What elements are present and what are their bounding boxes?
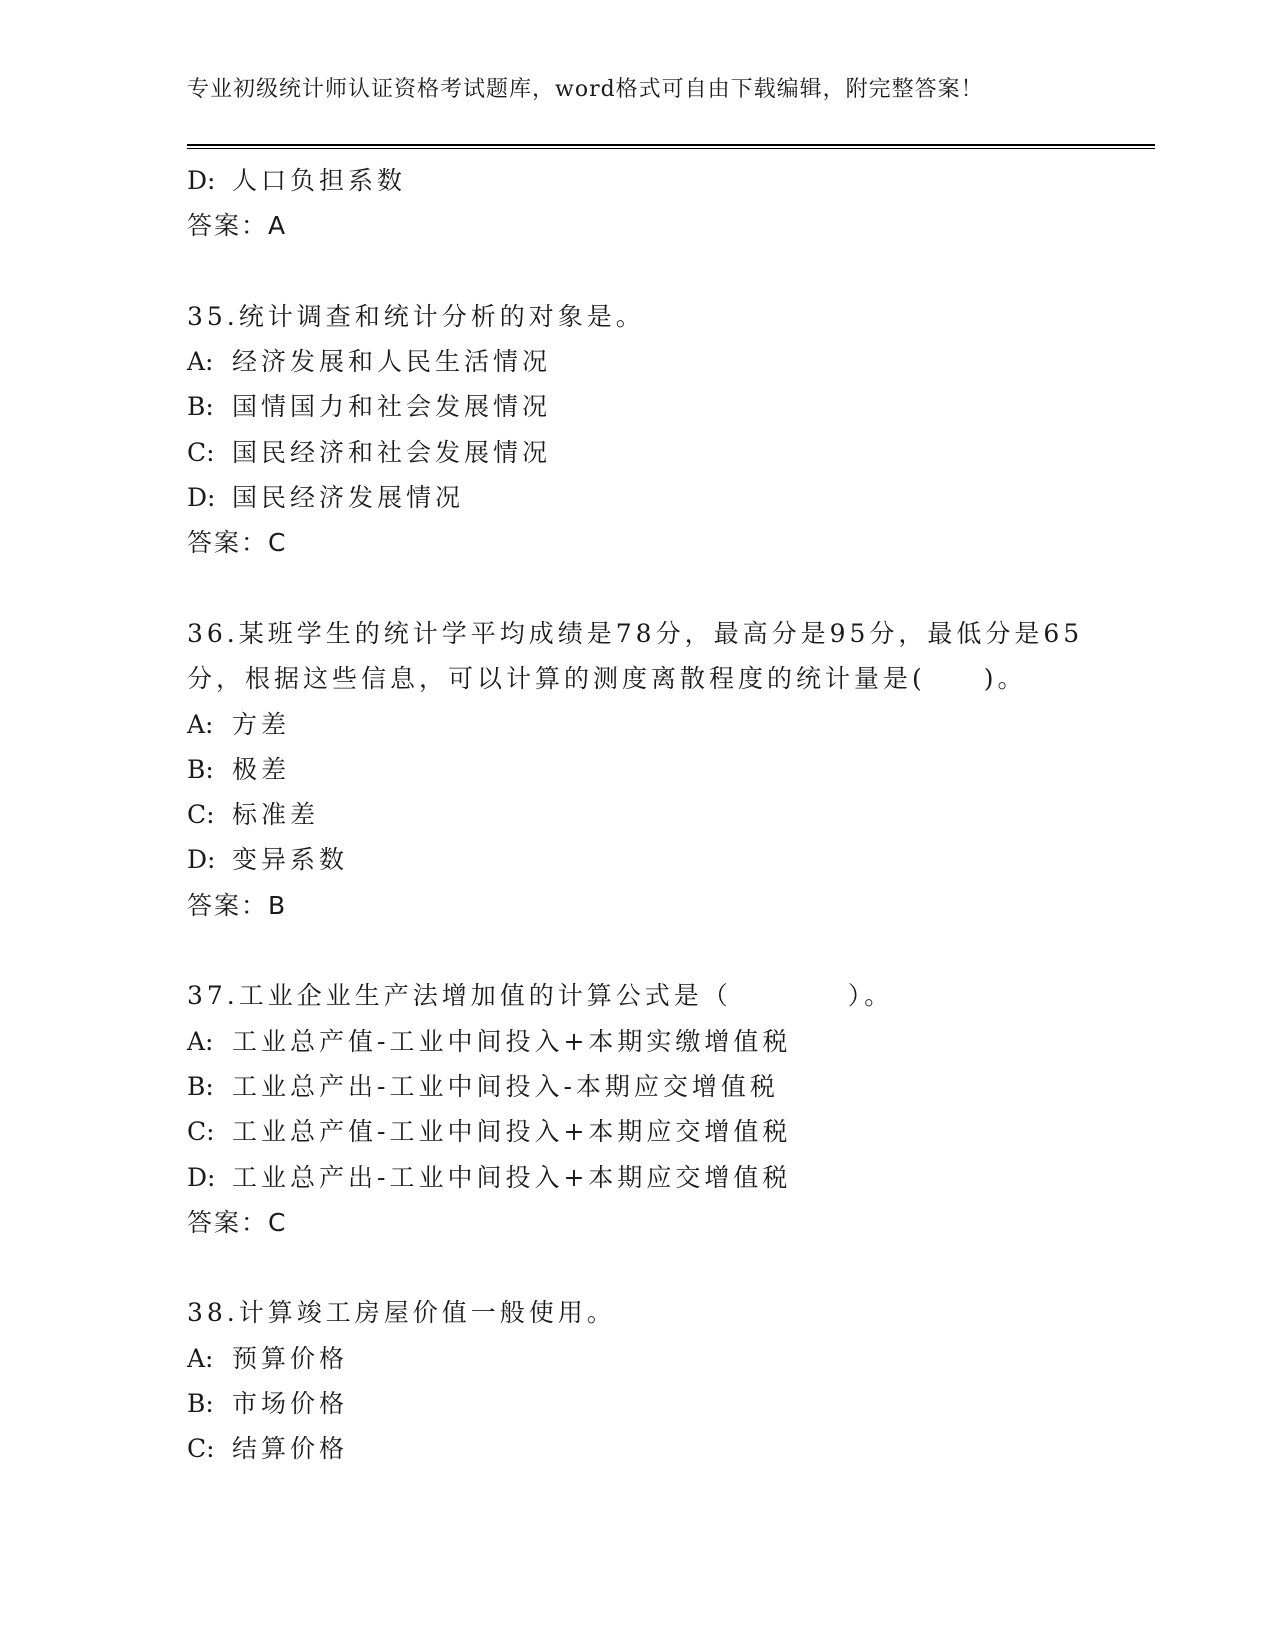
option-label: D: (187, 845, 216, 875)
option-text: 国民经济发展情况 (232, 483, 465, 513)
option-c (187, 1426, 1147, 1471)
spacer (187, 249, 1147, 294)
header-rule (187, 144, 1155, 149)
option-b (187, 1064, 1147, 1109)
option-text: 工业总产值-工业中间投入+本期应交增值税 (232, 1117, 792, 1147)
option-c (187, 1109, 1147, 1154)
option-d (187, 837, 1147, 882)
option-text: 极差 (232, 754, 291, 784)
page-header: 专业初级统计师认证资格考试题库，word格式可自由下载编辑，附完整答案！ (187, 77, 984, 102)
option-label: D: (187, 483, 216, 513)
option-label: C: (187, 800, 215, 830)
option-label: C: (187, 437, 215, 467)
option-label: D: (187, 166, 216, 195)
option-a (187, 1019, 1147, 1064)
option-text: 方差 (232, 709, 291, 739)
option-text: 工业总产值-工业中间投入+本期实缴增值税 (232, 1026, 792, 1056)
spacer (187, 1245, 1147, 1290)
answer: 答案：B (187, 890, 288, 920)
option-b (187, 1381, 1147, 1426)
option-text: 标准差 (232, 800, 320, 830)
option-label: C: (187, 1117, 215, 1147)
option-text: 市场价格 (232, 1389, 349, 1419)
option-label: A: (187, 709, 214, 739)
question-list (187, 158, 1147, 1472)
option-a (187, 702, 1147, 747)
question-stem: 38.计算竣工房屋价值一般使用。 (187, 1298, 616, 1328)
question-stem: 36.某班学生的统计学平均成绩是78分，最高分是95分，最低分是65分，根据这些信息，可以计算的测度离散程度的统计量是( )。 (187, 618, 1084, 694)
option-text: 变异系数 (232, 845, 349, 875)
option-text: 结算价格 (232, 1434, 349, 1464)
option-a (187, 339, 1147, 384)
question-stem: 37.工业企业生产法增加值的计算公式是（ ）。 (187, 981, 894, 1011)
option-d (187, 475, 1147, 520)
option-text: 国情国力和社会发展情况 (232, 392, 552, 422)
option-label: B: (187, 1071, 214, 1101)
option-label: B: (187, 1389, 214, 1419)
option-label: A: (187, 1026, 214, 1056)
option-d (187, 158, 1147, 203)
spacer (187, 566, 1147, 611)
option-label: B: (187, 392, 214, 422)
option-a (187, 1336, 1147, 1381)
option-text: 国民经济和社会发展情况 (232, 437, 552, 467)
option-text: 工业总产出-工业中间投入+本期应交增值税 (232, 1162, 792, 1192)
option-c (187, 430, 1147, 475)
spacer (187, 928, 1147, 973)
option-b (187, 384, 1147, 429)
option-label: A: (187, 347, 214, 377)
question-stem: 35.统计调查和统计分析的对象是。 (187, 301, 645, 331)
option-b (187, 747, 1147, 792)
option-text: 人口负担系数 (232, 166, 407, 195)
option-label: D: (187, 1162, 216, 1192)
answer: 答案：C (187, 528, 288, 558)
option-c (187, 792, 1147, 837)
option-label: A: (187, 1343, 214, 1373)
option-d (187, 1155, 1147, 1200)
option-text: 预算价格 (232, 1343, 349, 1373)
option-text: 经济发展和人民生活情况 (232, 347, 552, 377)
answer: 答案：A (187, 211, 288, 241)
option-label: B: (187, 754, 214, 784)
answer: 答案：C (187, 1207, 288, 1237)
option-label: C: (187, 1434, 215, 1464)
option-text: 工业总产出-工业中间投入-本期应交增值税 (232, 1071, 779, 1101)
